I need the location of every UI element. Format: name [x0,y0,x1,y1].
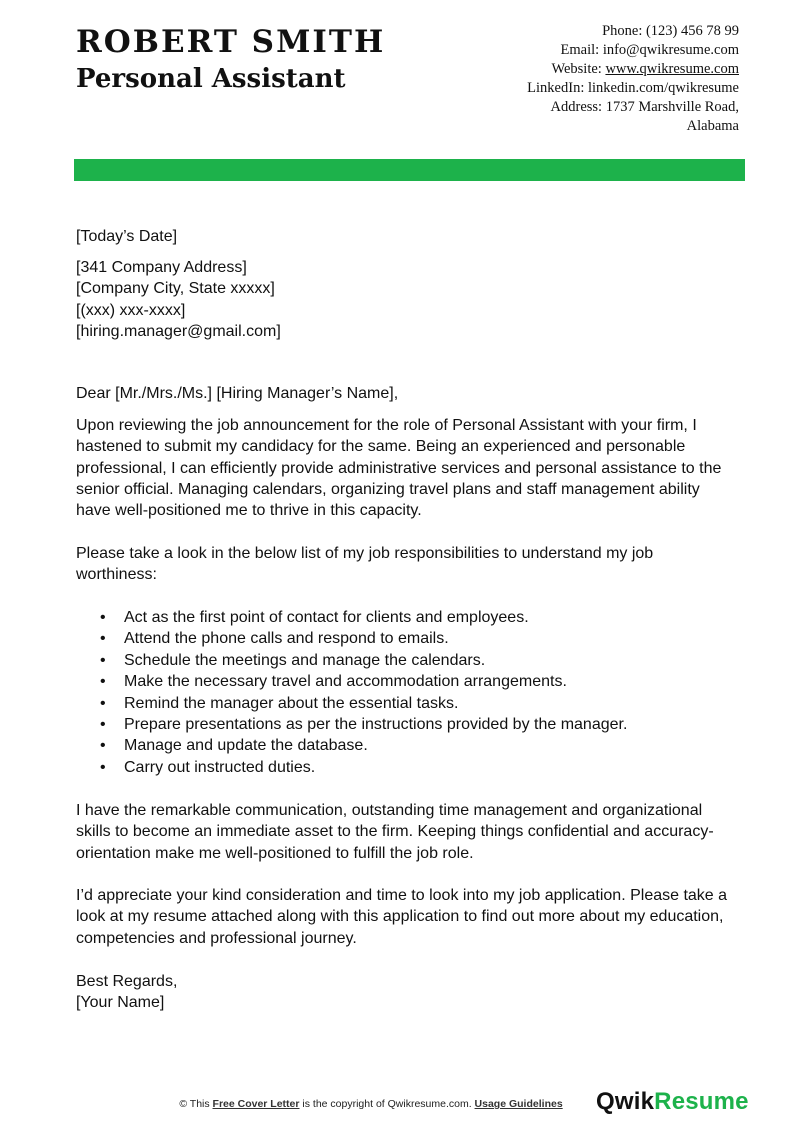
website-label: Website: [551,61,606,77]
recipient-email: [hiring.manager@gmail.com] [76,322,281,340]
paragraph-intro: Upon reviewing the job announcement for the role of Personal Assistant with your firm, I hastened to submit my candidacy for the same. Being an experienced and personable professional, I can efficiently provide administrative services and personal assistance to the senior official. Managing calendars, organizing travel plans and staff management ability have well-positioned me to thrive in this capacity. [76,417,722,520]
list-item: • Prepare presentations as per the instructions provided by the manager. [76,714,716,735]
bullet-icon: • [100,716,106,734]
list-item: • Act as the first point of contact for clients and employees. [76,607,716,628]
salutation: Dear [Mr./Mrs./Ms.] [Hiring Manager’s Name], [76,385,399,402]
contact-address-line1: Address: 1737 Marshville Road, [550,99,739,115]
candidate-name: ROBERT SMITH [76,24,386,60]
list-item: • Manage and update the database. [76,735,716,756]
bullet-icon: • [100,758,106,776]
bullet-icon: • [100,737,106,755]
list-item: • Make the necessary travel and accommodation arrangements. [76,671,716,692]
bullet-icon: • [100,651,106,669]
paragraph-closing: I’d appreciate your kind consideration and time to look into my job application. Please take a look at my resume attached along with this application to find out more about my education, competencies and professional journey. [76,887,728,947]
responsibilities-list [76,607,716,778]
recipient-block [76,257,738,342]
website-link[interactable]: www.qwikresume.com [605,61,739,77]
logo-word-qwik: Qwik [596,1088,655,1115]
list-item: • Remind the manager about the essential tasks. [76,693,716,714]
job-title: Personal Assistant [76,64,346,94]
accent-divider-bar [74,159,745,181]
logo-word-resume: Resume [654,1088,749,1115]
contact-website[interactable] [439,60,739,79]
usage-guidelines-link[interactable]: Usage Guidelines [474,1098,563,1110]
letter-date: [Today’s Date] [76,228,178,245]
recipient-city-state: [Company City, State xxxxx] [76,280,275,298]
signature: [Your Name] [76,994,165,1011]
bullet-icon: • [100,673,106,691]
bullet-icon: • [100,609,106,626]
closing-phrase: Best Regards, [76,973,178,990]
contact-block [439,22,739,136]
paragraph-responsibilities-intro: Please take a look in the below list of my job responsibilities to understand my job worthiness: [76,545,654,584]
free-cover-letter-link[interactable]: Free Cover Letter [212,1098,300,1110]
paragraph-skills: I have the remarkable communication, outstanding time management and organizational skills to become an immediate asset to the firm. Keeping things confidential and accuracy-orientation make me well-positioned to fulfill the job role. [76,802,714,862]
contact-address-line2: Alabama [686,118,739,134]
list-item: • Schedule the meetings and manage the calendars. [76,650,716,671]
contact-email[interactable]: Email: info@qwikresume.com [560,42,739,58]
contact-linkedin[interactable]: LinkedIn: linkedin.com/qwikresume [527,80,739,96]
footer-middle: is the copyright of Qwikresume.com. [299,1098,475,1110]
footer-prefix: © This [179,1098,213,1110]
list-item: • Carry out instructed duties. [76,757,716,778]
recipient-phone: [(xxx) xxx-xxxx] [76,301,186,319]
contact-phone: Phone: (123) 456 78 99 [602,23,739,39]
list-item: • Attend the phone calls and respond to emails. [76,628,716,649]
recipient-address: [341 Company Address] [76,259,247,276]
bullet-icon: • [100,630,106,648]
bullet-icon: • [100,694,106,712]
qwikresume-logo[interactable] [596,1087,749,1117]
